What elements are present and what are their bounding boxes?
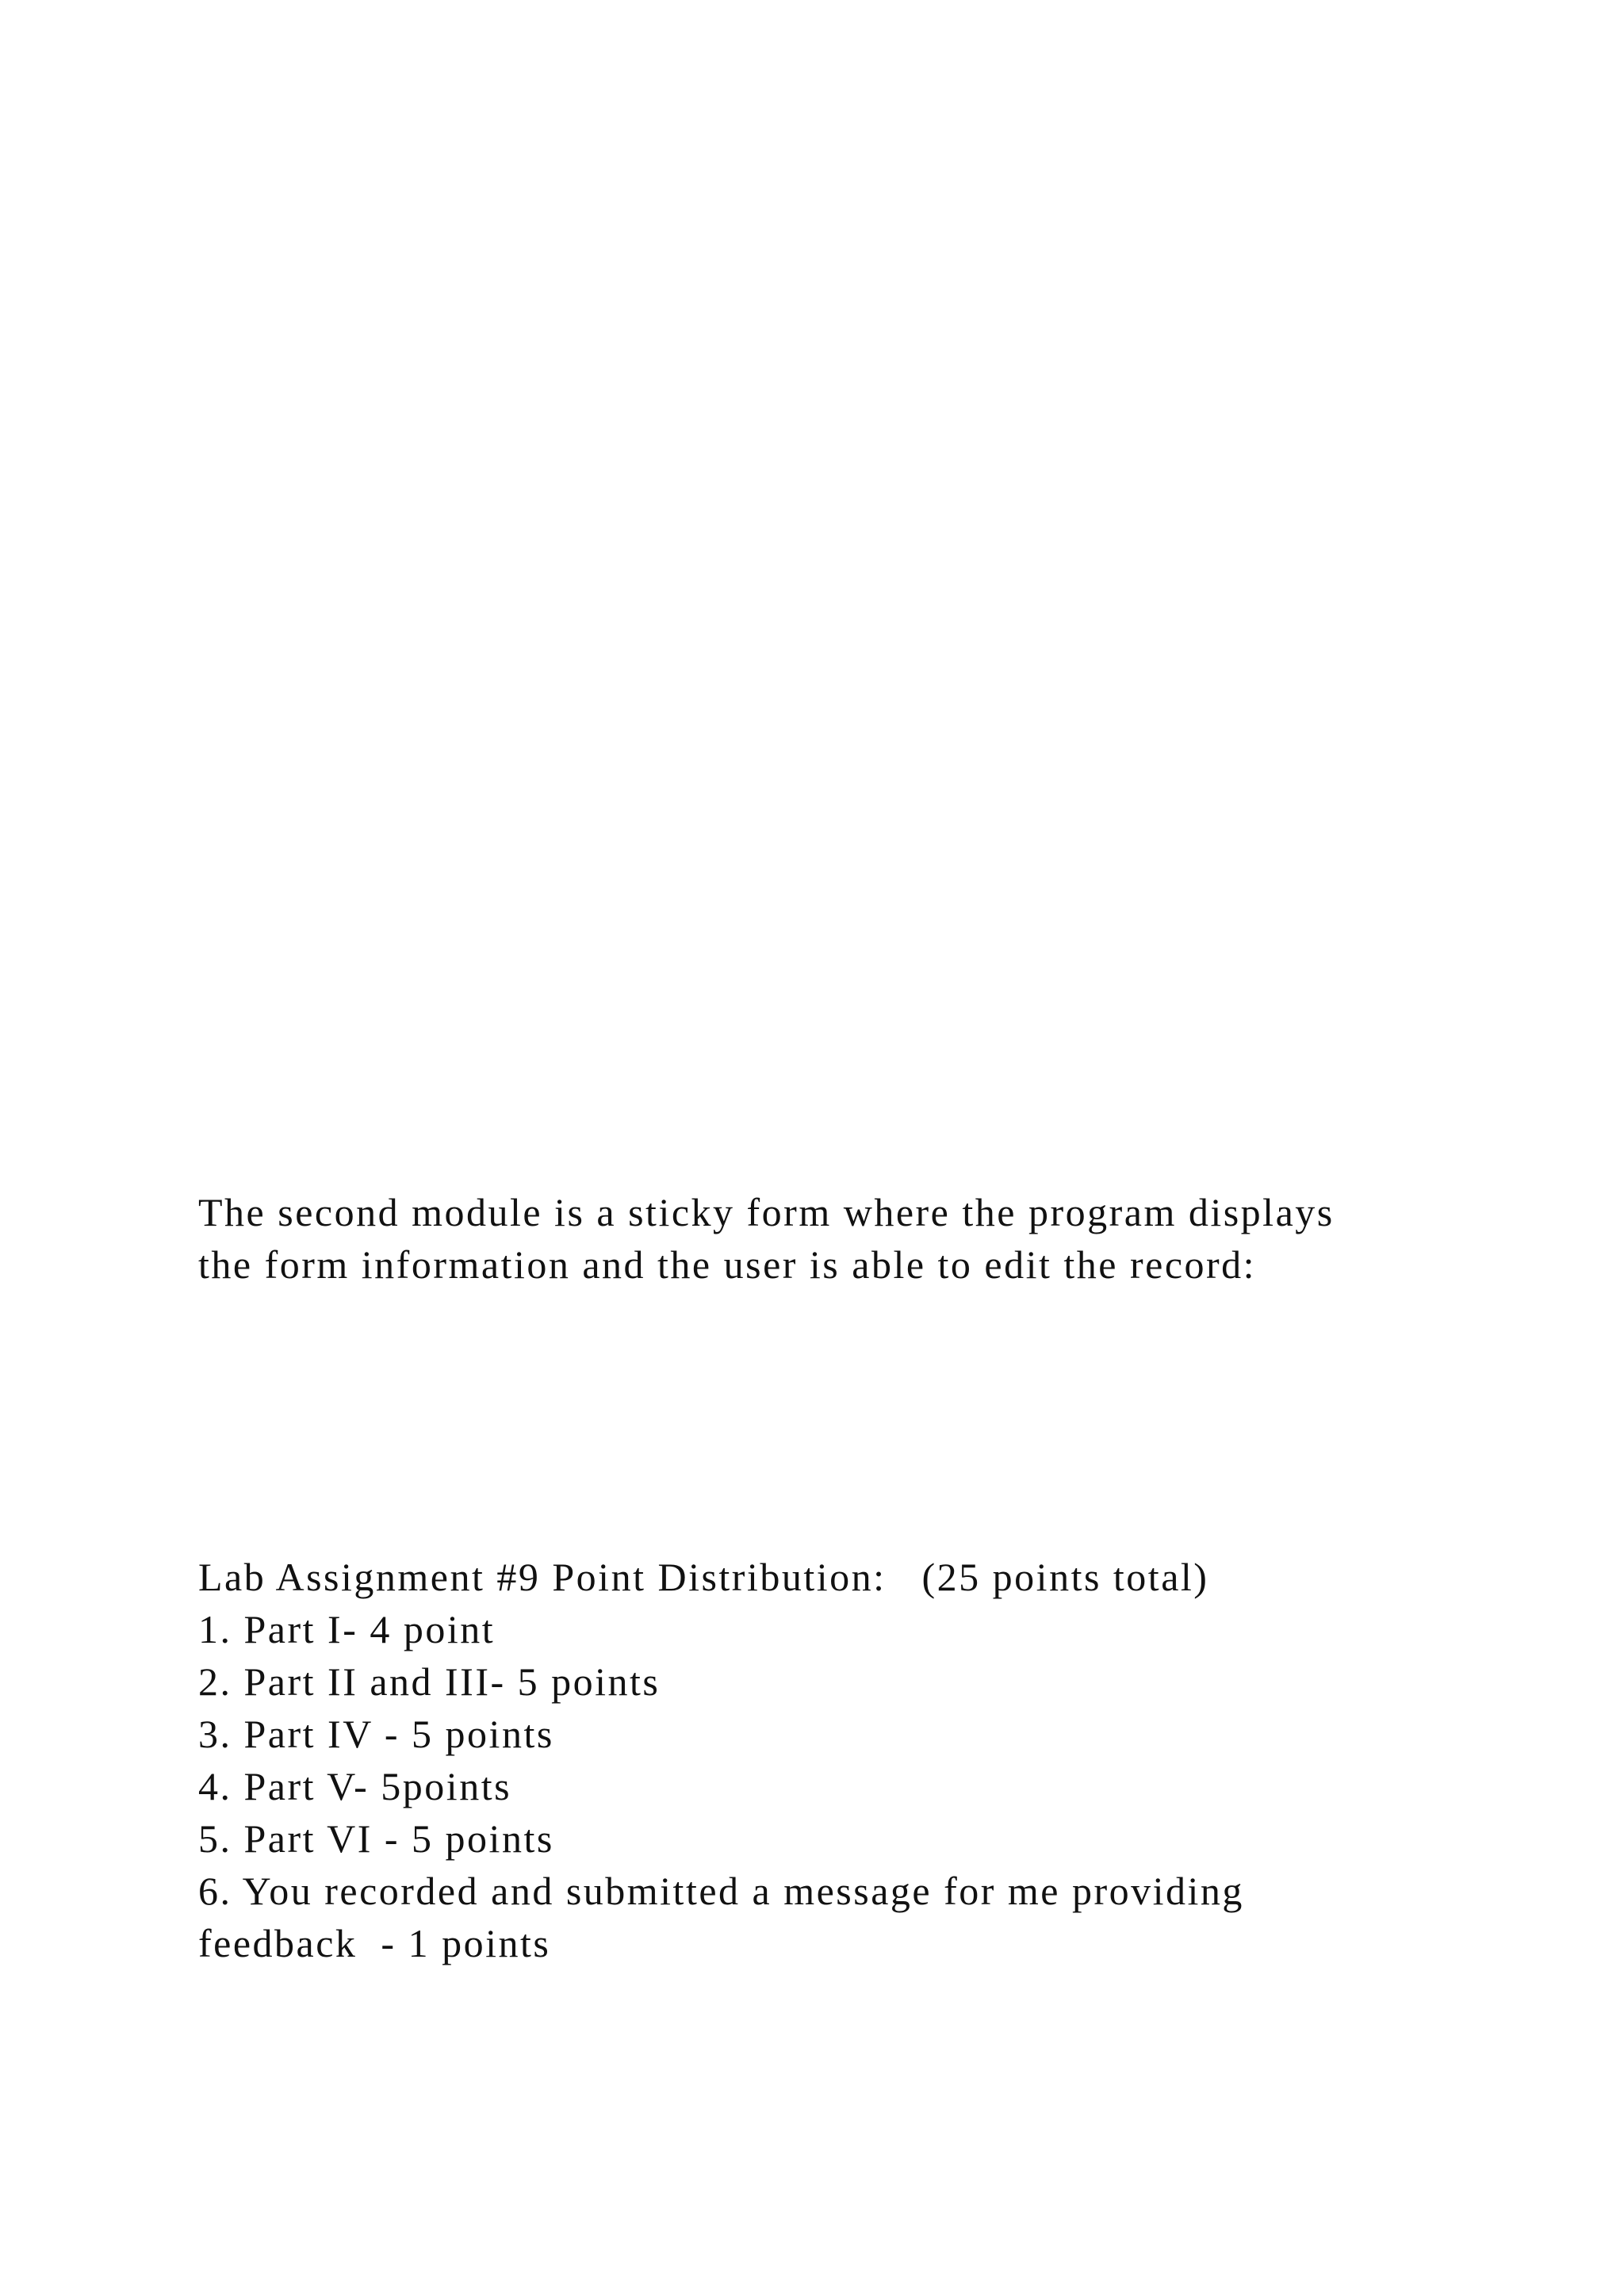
list-item-part-6: 5. Part VI - 5 points	[198, 1816, 554, 1861]
list-item-feedback-continued: feedback - 1 points	[198, 1921, 551, 1965]
list-item-feedback: 6. You recorded and submitted a message for me providing	[198, 1869, 1244, 1913]
intro-line-2: the form information and the user is able to edit the record:	[198, 1242, 1257, 1287]
intro-line-1: The second module is a sticky form where the program displays	[198, 1190, 1335, 1234]
intro-paragraph	[198, 1186, 1335, 1291]
point-distribution-heading: Lab Assignment #9 Point Distribution: (25 points total)	[198, 1555, 1209, 1599]
point-distribution	[198, 1551, 1244, 1969]
list-item-part-2-3: 2. Part II and III- 5 points	[198, 1659, 661, 1704]
list-item-part-4: 3. Part IV - 5 points	[198, 1712, 554, 1756]
list-item-part-5: 4. Part V- 5points	[198, 1764, 512, 1808]
list-item-part-1: 1. Part I- 4 point	[198, 1607, 496, 1651]
